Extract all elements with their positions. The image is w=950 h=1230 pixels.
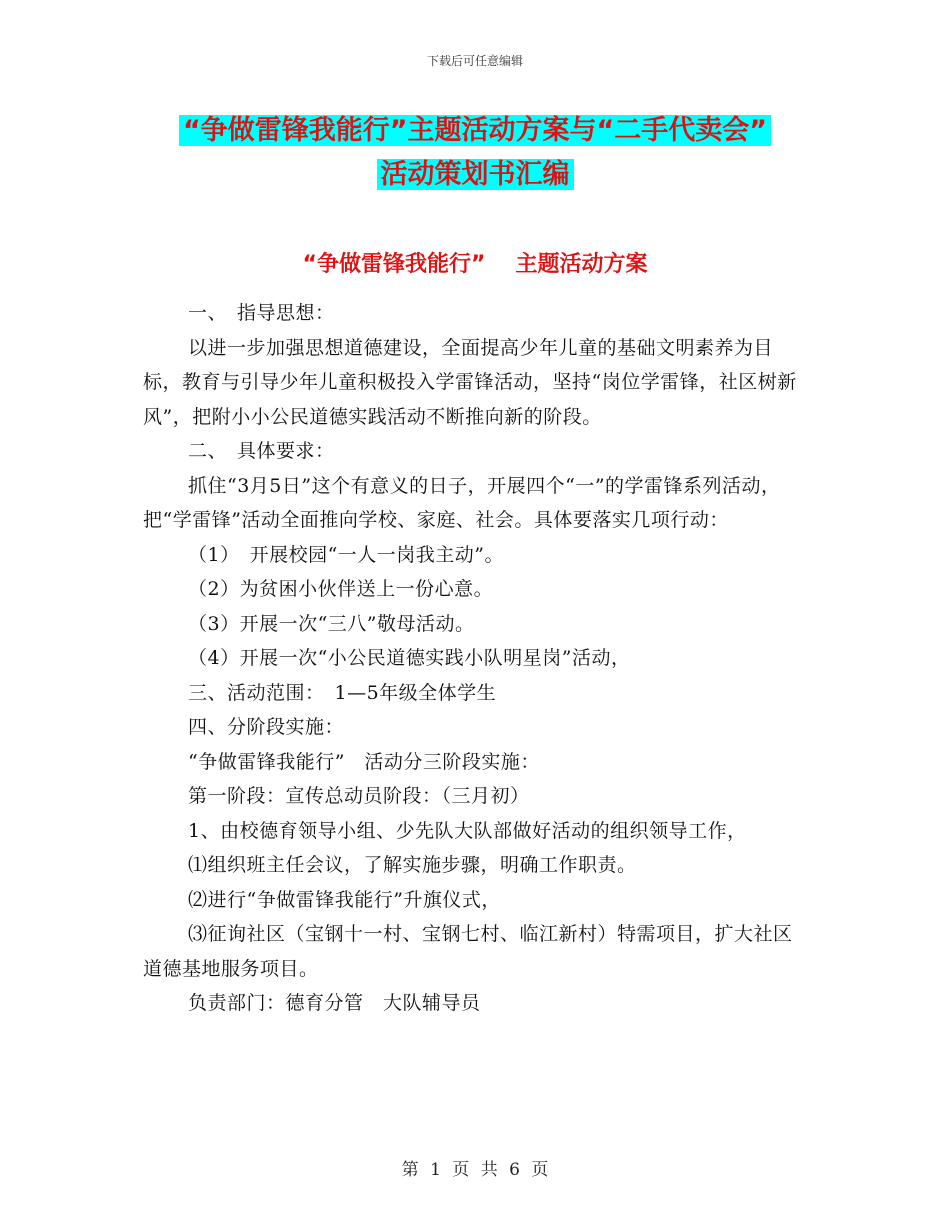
main-title-line-1 [0, 112, 950, 150]
section-title [0, 247, 950, 278]
list-item-4: （4）开展一次“小公民道德实践小队明星岗”活动， [188, 647, 631, 669]
heading-guiding-ideology: 一、 指导思想： [188, 302, 335, 324]
heading-scope: 三、活动范围： 1—5年级全体学生 [188, 681, 497, 704]
main-title-line-1-text: “争做雷锋我能行”主题活动方案与“二手代卖会” [179, 115, 771, 146]
list-item-3: （3）开展一次“三八”敬母活动。 [188, 612, 475, 635]
paragraph-guiding-ideology: 以进一步加强思想道德建设，全面提高少年儿童的基础文明素养为目标，教育与引导少年儿童积极投入学雷锋活动，坚持“岗位学雷锋，社区树新风”，把附小小公民道德实践活动不断推向新的阶段。 [143, 336, 797, 428]
phase-1-sub-3: ⑶征询社区（宝钢十一村、宝钢七村、临江新村）特需项目，扩大社区道德基地服务项目。 [143, 923, 793, 980]
phase-1-sub-1: ⑴组织班主任会议，了解实施步骤，明确工作职责。 [188, 854, 637, 876]
main-title-line-2 [0, 156, 950, 194]
phase-1-item-1: 1、由校德育领导小组、少先队大队部做好活动的组织领导工作， [188, 819, 747, 842]
main-title-line-2-text: 活动策划书汇编 [377, 159, 574, 190]
paragraph-phases: “争做雷锋我能行” 活动分三阶段实施： [188, 750, 540, 773]
phase-1-sub-2: ⑵进行“争做雷锋我能行”升旗仪式， [188, 888, 501, 911]
phase-1-title: 第一阶段：宣传总动员阶段：（三月初） [188, 785, 530, 807]
document-body [143, 296, 808, 1021]
section-title-part-1: “争做雷锋我能行” [302, 252, 486, 277]
heading-phases: 四、分阶段实施： [188, 716, 345, 738]
paragraph-requirements: 抓住“3月5日”这个有意义的日子，开展四个“一”的学雷锋系列活动，把“学雷锋”活动全面推向学校、家庭、社会。具体要落实几项行动： [143, 474, 781, 531]
heading-requirements: 二、 具体要求： [188, 440, 335, 462]
list-item-1: （1） 开展校园“一人一岗我主动”。 [188, 543, 505, 566]
page-footer: 第 1 页 共 6 页 [401, 1160, 549, 1180]
section-title-part-2: 主题活动方案 [515, 252, 648, 277]
header-note: 下载后可任意编辑 [426, 54, 523, 68]
list-item-2: （2）为贫困小伙伴送上一份心意。 [188, 578, 494, 600]
responsible-dept: 负责部门：德育分管 大队辅导员 [188, 992, 481, 1014]
